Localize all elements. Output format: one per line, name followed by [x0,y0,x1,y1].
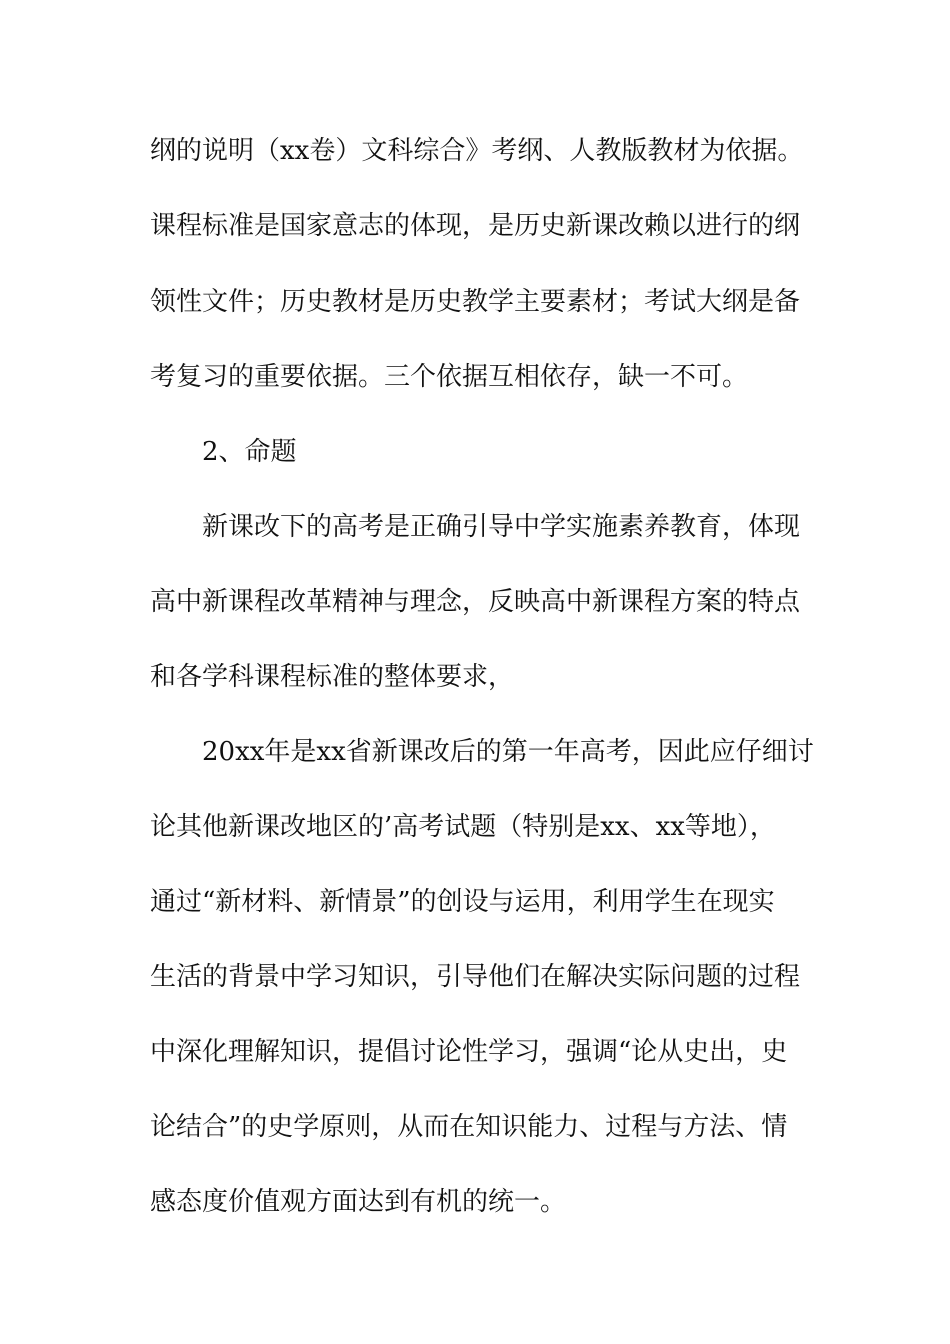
text-line: 课程标准是国家意志的体现，是历史新课改赖以进行的纲 [150,211,801,241]
text-line: 领性文件；历史教材是历史教学主要素材；考试大纲是备 [150,287,801,317]
text-line: 纲的说明（xx卷）文科综合》考纲、人教版教材为依据。 [150,136,804,166]
section-heading: 2、命题 [202,437,297,467]
text-line: 论其他新课改地区的’高考试题（特别是xx、xx等地）， [150,812,776,842]
text-line: 通过“新材料、新情景”的创设与运用，利用学生在现实 [150,887,775,917]
text-line: 20xx年是xx省新课改后的第一年高考，因此应仔细讨 [202,737,814,767]
text-line: 高中新课程改革精神与理念，反映高中新课程方案的特点 [150,587,801,617]
text-line: 感态度价值观方面达到有机的统一。 [150,1187,567,1217]
text-line: 中深化理解知识，提倡讨论性学习，强调“论从史出，史 [150,1037,788,1067]
text-line: 新课改下的高考是正确引导中学实施素养教育，体现 [202,512,801,542]
text-line: 和各学科课程标准的整体要求， [150,662,515,692]
text-line: 生活的背景中学习知识，引导他们在解决实际问题的过程 [150,962,801,992]
text-line: 考复习的重要依据。三个依据互相依存，缺一不可。 [150,362,749,392]
text-line: 论结合”的史学原则，从而在知识能力、过程与方法、情 [150,1112,788,1142]
